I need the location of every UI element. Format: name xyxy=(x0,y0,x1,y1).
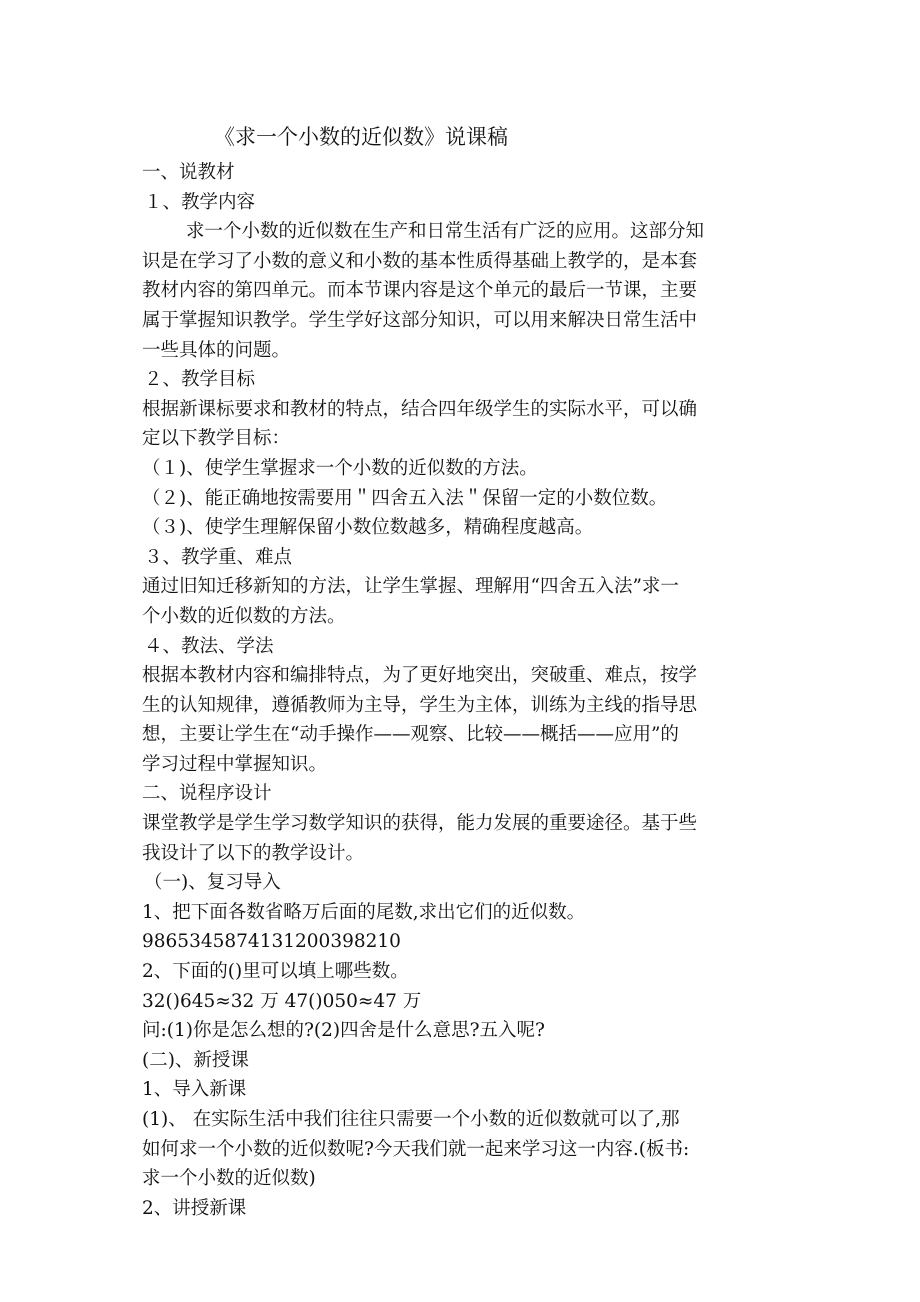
text-line: 属于掌握知识教学。学生学好这部分知识，可以用来解决日常生活中 xyxy=(142,309,698,331)
text-line: 1、导入新课 xyxy=(142,1079,247,1101)
text-line: 通过旧知迁移新知的方法，让学生掌握、理解用“四舍五入法”求一 xyxy=(142,576,679,598)
text-line: 学习过程中掌握知识。 xyxy=(142,753,328,775)
text-line: 课堂教学是学生学习数学知识的获得，能力发展的重要途径。基于些 xyxy=(142,813,698,835)
text-line: （１)、使学生掌握求一个小数的近似数的方法。 xyxy=(142,457,538,479)
text-line: 想，主要让学生在“动手操作——观察、比较——概括——应用”的 xyxy=(142,724,679,746)
text-line: 识是在学习了小数的意义和小数的基本性质得基础上教学的，是本套 xyxy=(142,250,698,272)
text-line: 1、把下面各数省略万后面的尾数,求出它们的近似数。 xyxy=(142,901,586,923)
text-line: 个小数的近似数的方法。 xyxy=(142,605,346,627)
text-line: 生的认知规律，遵循教师为主导，学生为主体，训练为主线的指导思 xyxy=(142,694,698,716)
text-line: （３)、使学生理解保留小数位数越多，精确程度越高。 xyxy=(142,517,594,539)
text-line: （一)、复习导入 xyxy=(144,872,281,894)
text-line: 一些具体的问题。 xyxy=(142,339,291,361)
text-line: 教材内容的第四单元。而本节课内容是这个单元的最后一节课，主要 xyxy=(142,280,698,302)
text-line: ４、教法、学法 xyxy=(144,635,274,657)
text-line: (1)、 在实际生活中我们往往只需要一个小数的近似数就可以了,那 xyxy=(142,1109,680,1130)
text-line: 986534587413120039821​0 xyxy=(142,931,401,953)
text-line: 问:(1)你是怎么想的?(2)四舍是什么意思?五入呢? xyxy=(142,1020,545,1042)
text-line: 我设计了以下的教学设计。 xyxy=(142,842,365,864)
text-line: 2、下面的()里可以填上哪些数。 xyxy=(142,961,409,983)
text-line: 32()645≈32 万 47()050≈47 万 xyxy=(142,990,422,1012)
text-line: ２、教学目标 xyxy=(144,369,256,391)
text-line: 根据本教材内容和编排特点，为了更好地突出，突破重、难点，按学 xyxy=(142,665,698,687)
text-line: ３、教学重、难点 xyxy=(144,546,293,568)
text-line: 2、讲授新课 xyxy=(142,1197,247,1219)
document-body xyxy=(142,158,782,1223)
text-line: １、教学内容 xyxy=(144,191,256,213)
text-line: 二、说程序设计 xyxy=(142,783,272,805)
document-title: 《求一个小数的近似数》说课稿 xyxy=(214,125,508,149)
text-line: 定以下教学目标： xyxy=(142,428,291,450)
text-line: （２)、能正确地按需要用＂四舍五入法＂保留一定的小数位数。 xyxy=(142,487,668,509)
text-line: (二)、新授课 xyxy=(142,1049,249,1071)
text-line: 一、说教材 xyxy=(142,162,235,183)
text-line: 求一个小数的近似数) xyxy=(142,1168,316,1190)
text-line: 求一个小数的近似数在生产和日常生活有广泛的应用。这部分知 xyxy=(186,221,705,243)
text-line: 如何求一个小数的近似数呢?今天我们就一起来学习这一内容.(板书: xyxy=(142,1138,690,1160)
text-line: 根据新课标要求和教材的特点，结合四年级学生的实际水平，可以确 xyxy=(142,398,698,420)
